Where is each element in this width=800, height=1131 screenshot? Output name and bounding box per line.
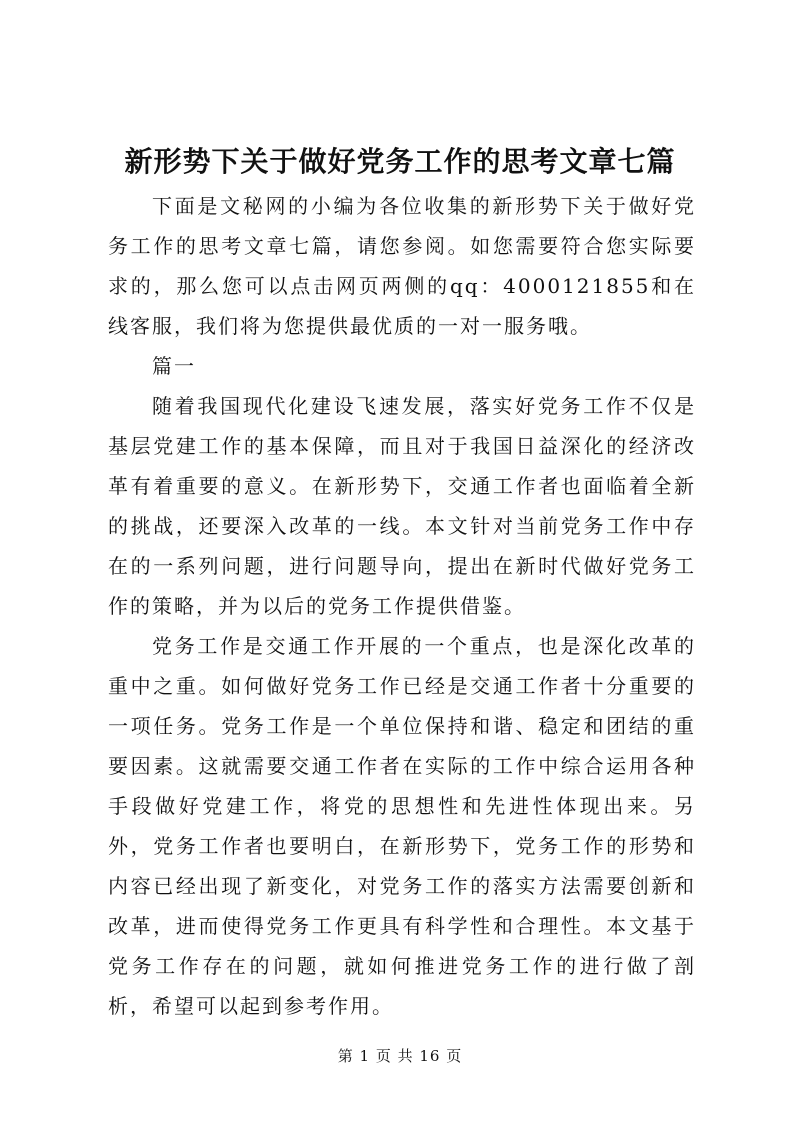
document-body [108, 186, 696, 1026]
document-title: 新形势下关于做好党务工作的思考文章七篇 [124, 145, 676, 178]
body-paragraph: 随着我国现代化建设飞速发展，落实好党务工作不仅是基层党建工作的基本保障，而且对于我国日益深化的经济改革有着重要的意义。在新形势下，交通工作者也面临着全新的挑战，还要深入改革的一线。本文针对当前党务工作中存在的一系列问题，进行问题导向，提出在新时代做好党务工作的策略，并为以后的党务工作提供借鉴。 [108, 394, 696, 618]
page-footer: 第 1 页 共 16 页 [337, 1047, 463, 1065]
body-paragraph: 党务工作是交通工作开展的一个重点，也是深化改革的重中之重。如何做好党务工作已经是交通工作者十分重要的一项任务。党务工作是一个单位保持和谐、稳定和团结的重要因素。这就需要交通工作者在实际的工作中综合运用各种手段做好党建工作，将党的思想性和先进性体现出来。另外，党务工作者也要明白，在新形势下，党务工作的形势和内容已经出现了新变化，对党务工作的落实方法需要创新和改革，进而使得党务工作更具有科学性和合理性。本文基于党务工作存在的问题，就如何推进党务工作的进行做了剖析，希望可以起到参考作用。 [108, 634, 696, 1018]
intro-paragraph: 下面是文秘网的小编为各位收集的新形势下关于做好党务工作的思考文章七篇，请您参阅。如您需要符合您实际要求的，那么您可以点击网页两侧的qq：4000121855和在线客服，我们将为您提供最优质的一对一服务哦。 [108, 194, 696, 338]
section-heading: 篇一 [152, 354, 196, 378]
